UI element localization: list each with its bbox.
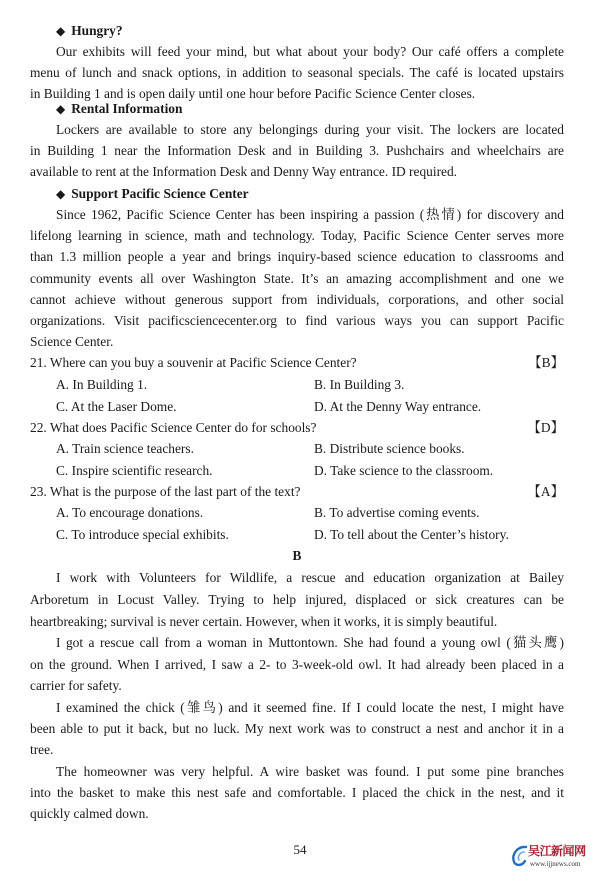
section-heading-support: ◆ Support Pacific Science Center (56, 183, 249, 204)
diamond-bullet-icon: ◆ (56, 187, 66, 201)
logo-url: www.ijjnews.com (530, 860, 581, 868)
passage-b-p2-line-2: on the ground. When I arrived, I saw a 2- to 3-week-old owl. It had already been placed in a (30, 657, 564, 672)
diamond-bullet-icon: ◆ (56, 102, 66, 116)
q23-option-b: B. To advertise coming events. (314, 505, 480, 520)
q22-option-b: B. Distribute science books. (314, 441, 465, 456)
question-22: 22. What does Pacific Science Center do for schools? (30, 420, 317, 435)
passage-b-p4-line-2: into the basket to make this nest safe and comfortable. I placed the chick in the nest, and it (30, 785, 564, 800)
q21-option-b: B. In Building 3. (314, 377, 405, 392)
passage-b-p3-line-1: I examined the chick (雏鸟) and it seemed fine. If I could locate the nest, I might have (56, 700, 564, 715)
rental-line-3: available to rent at the Information Desk and Denny Way entrance. ID required. (30, 164, 458, 179)
passage-b-p1-line-1: I work with Volunteers for Wildlife, a rescue and education organization at Bailey (56, 570, 564, 585)
support-line-7: Science Center. (30, 334, 114, 349)
q23-option-d: D. To tell about the Center’s history. (314, 527, 509, 542)
answer-key-21: 【B】 (528, 355, 564, 370)
q23-option-a: A. To encourage donations. (56, 505, 204, 520)
page-number: 54 (293, 842, 307, 857)
diamond-bullet-icon: ◆ (56, 24, 66, 38)
q22-option-c: C. Inspire scientific research. (56, 463, 213, 478)
hungry-line-2: menu of lunch and snack options, in addition to seasonal specials. The café is located upstairs (30, 65, 564, 80)
rental-line-1: Lockers are available to store any belongings during your visit. The lockers are located (56, 122, 564, 137)
passage-b-p1-line-2: Arboretum in Locust Valley. Trying to help injured, displaced or sick creatures can be (30, 592, 564, 607)
question-21: 21. Where can you buy a souvenir at Pacific Science Center? (30, 355, 357, 370)
passage-b-p1-line-3: heartbreaking; survival is never certain. However, when it works, it is simply beautiful. (30, 614, 498, 629)
passage-b-p2-line-3: carrier for safety. (30, 678, 122, 693)
logo-text: 吴江新闻网 (528, 844, 586, 858)
passage-b-p2-line-1: I got a rescue call from a woman in Muttontown. She had found a young owl (猫头鹰) (56, 635, 564, 650)
q22-option-a: A. Train science teachers. (56, 441, 194, 456)
support-line-4: community events all over Washington State. It’s an amazing accomplishment and one we (30, 271, 564, 286)
hungry-line-3: in Building 1 and is open daily until one hour before Pacific Science Center closes. (30, 86, 476, 101)
hungry-line-1: Our exhibits will feed your mind, but what about your body? Our café offers a complete (56, 44, 564, 59)
support-line-2: lifelong learning in science, math and technology. Today, Pacific Science Center serves more (30, 228, 564, 243)
support-line-6: organizations. Visit pacificsciencecenter.org to find various ways you can support Pacific (30, 313, 564, 328)
support-line-1: Since 1962, Pacific Science Center has been inspiring a passion (热情) for discovery and (56, 207, 564, 222)
support-line-3: than 1.3 million people a year and brings inquiry-based science education to classrooms and (30, 249, 564, 264)
swirl-logo-icon (510, 844, 530, 868)
support-line-5: cannot achieve without generous support from individuals, corporations, and other social (30, 292, 564, 307)
section-heading-rental: ◆ Rental Information (56, 98, 182, 119)
passage-b-p3-line-3: tree. (30, 742, 54, 757)
q21-option-c: C. At the Laser Dome. (56, 399, 177, 414)
q23-option-c: C. To introduce special exhibits. (56, 527, 229, 542)
answer-key-23: 【A】 (527, 484, 564, 499)
passage-b-p4-line-3: quickly calmed down. (30, 806, 149, 821)
passage-b-p4-line-1: The homeowner was very helpful. A wire basket was found. I put some pine branches (56, 764, 564, 779)
news-site-logo (506, 840, 594, 874)
question-23: 23. What is the purpose of the last part of the text? (30, 484, 301, 499)
answer-key-22: 【D】 (527, 420, 564, 435)
passage-b-title: B (292, 548, 302, 563)
q21-option-d: D. At the Denny Way entrance. (314, 399, 482, 414)
section-heading-hungry: ◆ Hungry? (56, 20, 123, 41)
passage-b-p3-line-2: been able to put it back, but no luck. My next work was to construct a nest and anchor it in a (30, 721, 564, 736)
q21-option-a: A. In Building 1. (56, 377, 148, 392)
rental-line-2: in Building 1 near the Information Desk and in Building 3. Pushchairs and wheelchairs are (30, 143, 564, 158)
q22-option-d: D. Take science to the classroom. (314, 463, 494, 478)
